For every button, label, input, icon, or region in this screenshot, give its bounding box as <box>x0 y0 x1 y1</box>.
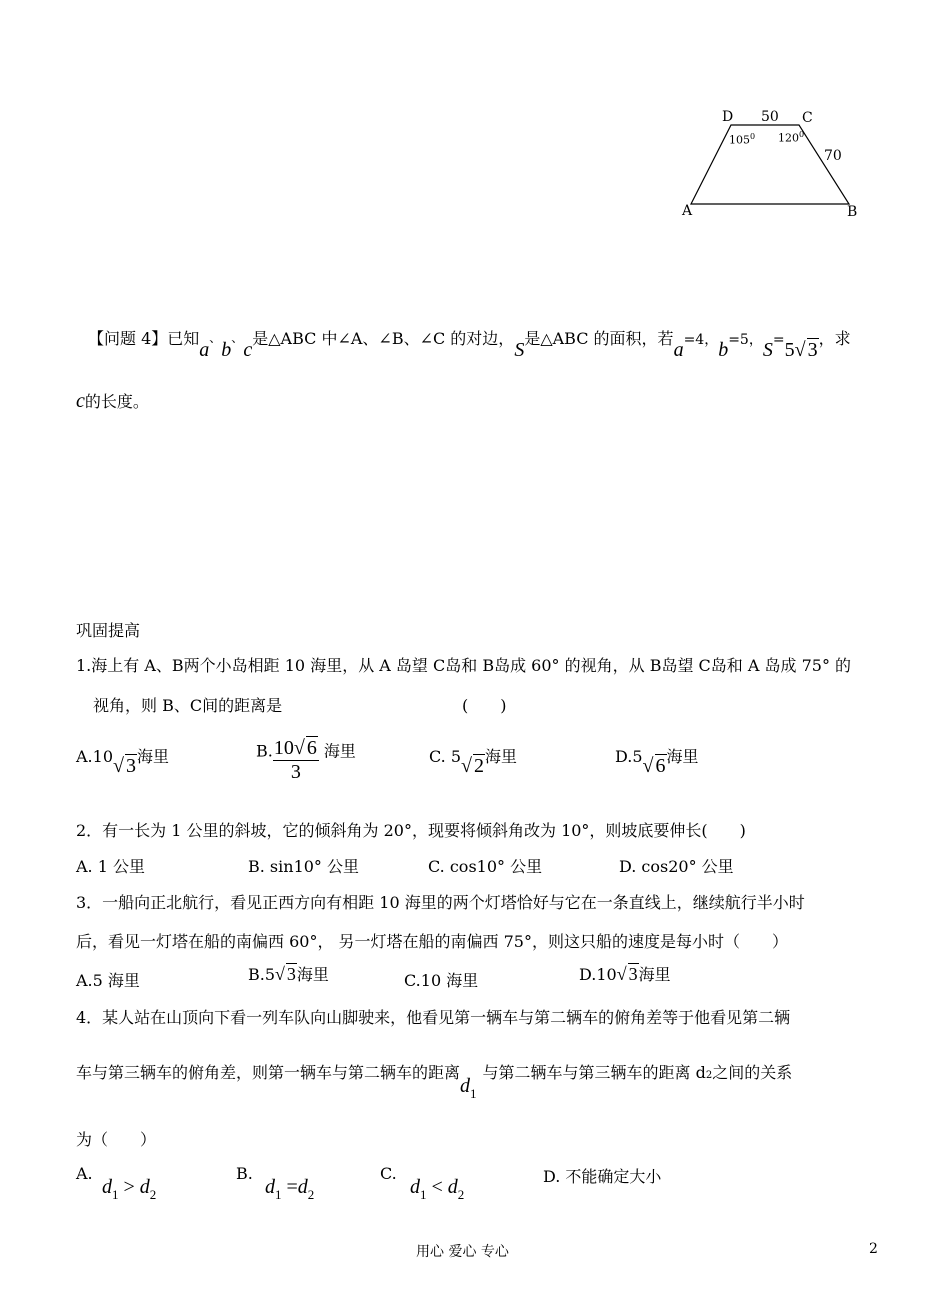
figure-label-C: C <box>802 110 813 126</box>
page-number: 2 <box>869 1241 878 1257</box>
q3-option-a: A.5 海里 <box>76 971 140 990</box>
figure-angle-D: $105^0$ <box>729 132 756 147</box>
q4-option-c: C. $d_1 < d_2$ <box>380 1164 465 1202</box>
q4-line1: 4．某人站在山顶向下看一列车队向山脚驶来，他看见第一辆车与第二辆车的俯角差等于他看见第二辆 <box>76 1008 791 1027</box>
q1-option-b: B. $\frac{10√ 6}{3}$ 海里 <box>256 737 356 783</box>
q4-option-d: D. 不能确定大小 <box>543 1167 662 1186</box>
q3-option-d: D.10√ 3海里 <box>579 964 671 984</box>
figure-label-D: D <box>722 109 734 125</box>
trapezoid-shape <box>691 125 849 204</box>
q4-line2: 车与第三辆车的俯角差，则第一辆车与第二辆车的距离$d_1$与第二辆车与第三辆车的距离 d2之间的关系 <box>76 1063 793 1101</box>
section-title: 巩固提高 <box>76 621 141 640</box>
q1-option-a: A.10√ 3海里 <box>76 747 169 777</box>
q4-option-b: B. $d_1 =d_2$ <box>236 1164 315 1202</box>
q1-line2: 视角，则 B、C间的距离是 <box>93 696 283 715</box>
q2-option-c: C. cos10° 公里 <box>428 857 543 876</box>
q3-line2: 后，看见一灯塔在船的南偏西 60°， 另一灯塔在船的南偏西 75°，则这只船的速度是每小时（ ） <box>76 932 788 951</box>
q4-option-a: A. $d_1 > d_2$ <box>76 1164 157 1202</box>
q3-line1: 3．一船向正北航行，看见正西方向有相距 10 海里的两个灯塔恰好与它在一条直线上，继续航行半小时 <box>76 893 805 912</box>
q2-option-b: B. sin10° 公里 <box>248 857 360 876</box>
q1-option-d: D.5√ 6海里 <box>615 747 699 777</box>
q1-paren: ( ) <box>462 696 507 715</box>
q1-option-c: C. 5√ 2海里 <box>429 747 518 777</box>
q1-line1: 1.海上有 A、B两个小岛相距 10 海里，从 A 岛望 C岛和 B岛成 60° 的视角，从 B岛望 C岛和 A 岛成 75° 的 <box>76 656 852 675</box>
q2-option-a: A. 1 公里 <box>76 857 145 876</box>
problem4-line1: 【问题 4】已知a、b、c是△ABC 中∠A、∠B、∠C 的对边，S是△ABC 的面积，若a=4，b=5，S=5√ 3，求 <box>88 329 851 361</box>
q2-option-d: D. cos20° 公里 <box>619 857 734 876</box>
figure-label-B: B <box>847 204 858 220</box>
q3-option-b: B.5√ 3海里 <box>248 964 329 984</box>
q2-line: 2．有一长为 1 公里的斜坡，它的倾斜角为 20°，现要将倾斜角改为 10°，则坡底要伸长( ) <box>76 821 746 840</box>
q3-option-c: C.10 海里 <box>404 971 479 990</box>
figure-top-length: 50 <box>761 109 779 125</box>
footer-motto: 用心 爱心 专心 <box>416 1244 509 1260</box>
figure-label-A: A <box>682 203 693 219</box>
problem4-line2: c的长度。 <box>76 390 149 412</box>
figure-angle-C: $120^0$ <box>778 130 805 145</box>
q4-line3: 为（ ） <box>76 1130 157 1149</box>
figure-right-length: 70 <box>824 148 842 164</box>
